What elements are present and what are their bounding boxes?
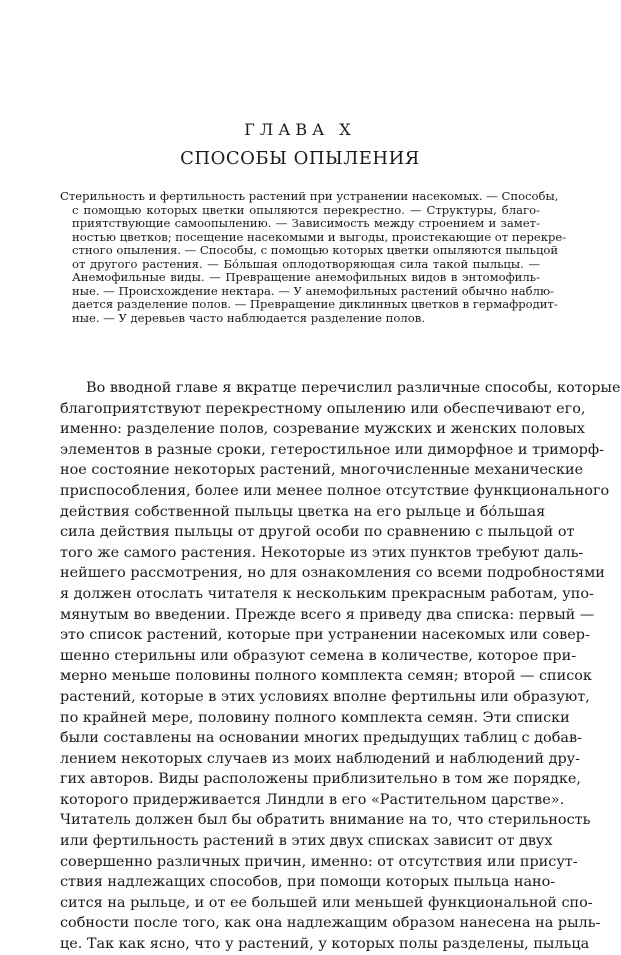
- body-line: Во вводной главе я вкратце перечислил различные способы, которые: [86, 380, 621, 396]
- body-line: благоприятствуют перекрестному опылению или обеспечивают его,: [60, 400, 586, 417]
- body-line: мянутым во введении. Прежде всего я приведу два списка: первый —: [60, 606, 595, 623]
- synopsis-line: ностью цветков; посещение насекомыми и выгоды, проистекающие от перекре-: [72, 229, 567, 244]
- body-line: элементов в разные сроки, гетеростильное или диморфное и триморф-: [60, 441, 604, 458]
- body-line: это список растений, которые при устранении насекомых или совер-: [60, 627, 590, 644]
- body-line: совершенно различных причин, именно: от отсутствия или присут-: [60, 853, 578, 870]
- synopsis-line: от другого растения. — Бо́льшая оплодотворяющая сила такой пыльцы. —: [72, 256, 540, 271]
- body-text: [60, 378, 621, 955]
- chapter-title: СПОСОБЫ ОПЫЛЕНИЯ: [180, 148, 420, 169]
- body-line: приспособления, более или менее полное отсутствие функционального: [60, 482, 610, 499]
- synopsis-line: приятствующие самоопылению. — Зависимость между строением и замет-: [72, 216, 540, 230]
- synopsis-line: дается разделение полов. — Превращение диклинных цветков в гермафродит-: [72, 297, 558, 311]
- body-line: сила действия пыльцы от другой особи по сравнению с пыльцой от: [60, 524, 575, 541]
- body-line: Читатель должен был бы обратить внимание на то, что стерильность: [60, 812, 591, 829]
- body-line: были составлены на основании многих предыдущих таблиц с добав-: [60, 730, 582, 747]
- body-line: по крайней мере, половину полного комплекта семян. Эти списки: [60, 709, 570, 726]
- body-line: ное состояние некоторых растений, многочисленные механические: [60, 462, 584, 479]
- body-line: того же самого растения. Некоторые из этих пунктов требуют даль-: [60, 544, 584, 561]
- body-line: которого придерживается Линдли в его «Растительном царстве».: [60, 791, 565, 808]
- body-line: я должен отослать читателя к нескольким прекрасным работам, упо-: [60, 585, 594, 602]
- synopsis-line: ные. — Происхождение нектара. — У анемофильных растений обычно наблю-: [72, 283, 554, 298]
- body-line: действия собственной пыльцы цветка на его рыльце и бо́льшая: [60, 503, 546, 520]
- chapter-label: ГЛАВА X: [244, 120, 356, 139]
- body-line: мерно меньше половины полного комплекта семян; второй — список: [60, 668, 592, 685]
- body-line: ствия надлежащих способов, при помощи которых пыльца нано-: [60, 874, 556, 891]
- synopsis-line: ные. — У деревьев часто наблюдается разделение полов.: [72, 310, 425, 325]
- body-line: сится на рыльце, и от ее большей или меньшей функциональной спо-: [60, 894, 593, 911]
- body-line: лением некоторых случаев из моих наблюдений и наблюдений дру-: [60, 750, 581, 767]
- body-line: це. Так как ясно, что у растений, у которых полы разделены, пыльца: [60, 936, 590, 953]
- body-line: именно: разделение полов, созревание мужских и женских половых: [60, 421, 585, 438]
- chapter-synopsis: [60, 189, 567, 325]
- synopsis-line: стного опыления. — Способы, с помощью которых цветки опыляются пыльцой: [72, 243, 559, 257]
- body-line: растений, которые в этих условиях вполне фертильны или образуют,: [60, 688, 590, 705]
- body-line: или фертильность растений в этих двух списках зависит от двух: [60, 833, 553, 850]
- body-line: нейшего рассмотрения, но для ознакомления со всеми подробностями: [60, 565, 605, 582]
- synopsis-line: с помощью которых цветки опыляются перекрестно. — Структуры, благо-: [72, 202, 540, 217]
- body-line: собности после того, как она надлежащим образом нанесена на рыль-: [60, 915, 601, 932]
- body-line: шенно стерильны или образуют семена в количестве, которое при-: [60, 647, 577, 664]
- synopsis-line: Стерильность и фертильность растений при устранении насекомых. — Способы,: [60, 189, 559, 203]
- body-line: гих авторов. Виды расположены приблизительно в том же порядке,: [60, 771, 582, 788]
- synopsis-line: Анемофильные виды. — Превращение анемофильных видов в энтомофиль-: [72, 270, 540, 284]
